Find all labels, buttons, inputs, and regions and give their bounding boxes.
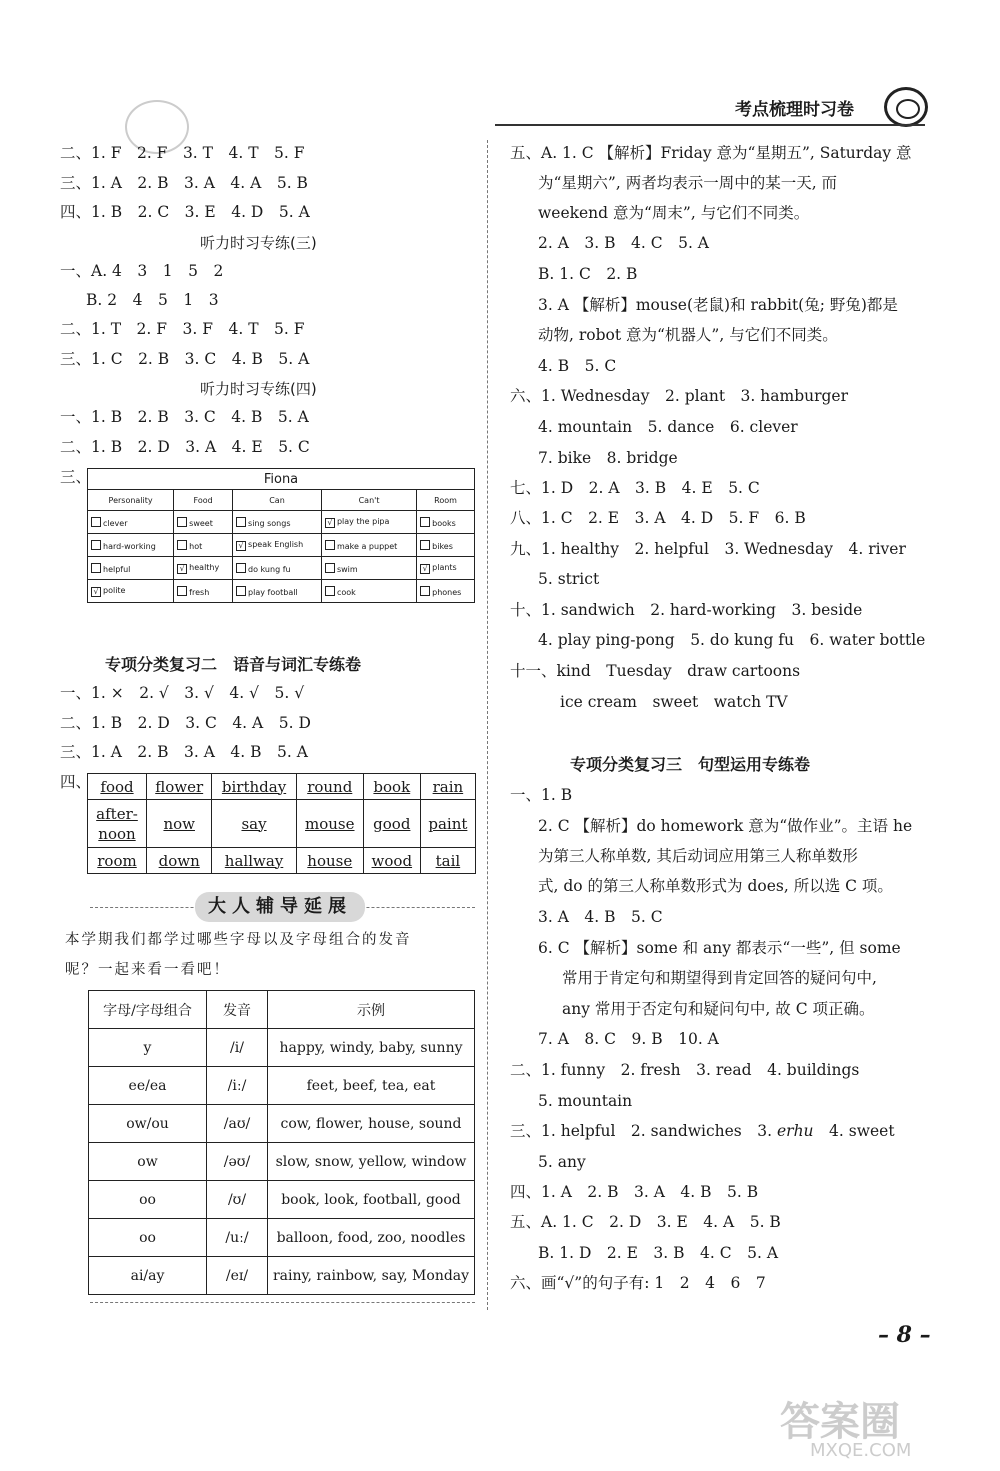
word-cell: room [88,848,147,874]
answer-line: B. 1. C 2. B [538,265,638,283]
answer-line: 一、1. B 2. B 3. C 4. B 5. A [60,408,309,426]
word-cell: after-noon [88,800,147,848]
phonics-cell: oo [89,1181,207,1219]
phonics-cell: oo [89,1219,207,1257]
checkbox [420,540,430,550]
answer-line: 7. A 8. C 9. B 10. A [538,1030,719,1048]
fiona-header: Food [174,490,233,511]
phonics-cell: ai/ay [89,1257,207,1295]
answer-line: ice cream sweet watch TV [560,693,788,711]
answer-line: 二、1. B 2. D 3. C 4. A 5. D [60,714,311,732]
answer-line: 五、A. 1. C 【解析】Friday 意为“星期五”, Saturday 意 [510,144,912,162]
phonics-cell: rainy, rainbow, say, Monday [268,1257,475,1295]
answer-line: 二、1. F 2. F 3. T 4. T 5. F [60,144,305,162]
checkbox: √ [325,518,335,528]
header-rule [495,124,925,126]
word-cell: down [147,848,212,874]
fiona-header: Can [233,490,322,511]
answer-line: 二、1. T 2. F 3. F 4. T 5. F [60,320,305,338]
answer-line: 2. A 3. B 4. C 5. A [538,234,709,252]
checkbox [236,517,246,527]
phonics-cell: /əʊ/ [207,1143,268,1181]
answer-line: 为“星期六”, 两者均表示一周中的某一天, 而 [538,174,838,192]
word-cell: wood [363,848,420,874]
answer-line: 八、1. C 2. E 3. A 4. D 5. F 6. B [510,509,806,527]
fiona-cell: books [417,511,475,534]
answer-line: 4. mountain 5. dance 6. clever [538,418,798,436]
word-cell: say [212,800,296,848]
section-title: 专项分类复习二 语音与词汇专练卷 [105,655,362,674]
answer-line: 6. C 【解析】some 和 any 都表示“一些”, 但 some [538,939,901,957]
answer-line: any 常用于否定句和疑问句中, 故 C 项正确。 [562,1000,875,1018]
fiona-cell: sing songs [233,511,322,534]
fiona-cell: fresh [174,580,233,603]
phonics-cell: happy, windy, baby, sunny [268,1029,475,1067]
word-table [87,773,476,874]
word-cell: food [88,774,147,800]
checkbox: √ [420,564,430,574]
word-cell: flower [147,774,212,800]
word-cell: tail [420,848,475,874]
answer-line: 六、1. Wednesday 2. plant 3. hamburger [510,387,849,405]
banner-title: 大人辅导延展 [195,892,365,922]
fiona-cell: √ speak English [233,534,322,557]
fiona-cell: clever [88,511,174,534]
fiona-cell: swim [321,557,416,580]
word-cell: book [363,774,420,800]
fiona-cell: helpful [88,557,174,580]
phonics-cell: /aʊ/ [207,1105,268,1143]
phonics-cell: cow, flower, house, sound [268,1105,475,1143]
answer-line: 三、1. helpful 2. sandwiches 3. erhu 4. sweet [510,1122,895,1140]
answer-line: 动物, robot 意为“机器人”, 与它们不同类。 [538,326,838,344]
fiona-header: Can't [321,490,416,511]
phonics-header: 示例 [268,991,475,1029]
answer-line: 三、 [60,468,92,486]
answer-line: 一、1. × 2. √ 3. √ 4. √ 5. √ [60,684,305,702]
phonics-cell: balloon, food, zoo, noodles [268,1219,475,1257]
answer-line: 常用于肯定句和期望得到肯定回答的疑问句中, [562,969,877,987]
checkbox [177,586,187,596]
answer-line: 3. A 4. B 5. C [538,908,663,926]
fiona-cell: hot [174,534,233,557]
checkbox [325,540,335,550]
checkbox: √ [91,587,101,597]
checkbox [91,517,101,527]
word-cell: birthday [212,774,296,800]
header-title: 考点梳理时习卷 [735,100,854,120]
word-cell: paint [420,800,475,848]
subsection-title: 听力时习专练(四) [200,380,317,398]
word-cell: round [296,774,363,800]
phonics-cell: /uː/ [207,1219,268,1257]
answer-line: 三、1. A 2. B 3. A 4. B 5. A [60,743,308,761]
section-title: 专项分类复习三 句型运用专练卷 [570,755,811,774]
fiona-cell: √ plants [417,557,475,580]
phonics-cell: slow, snow, yellow, window [268,1143,475,1181]
answer-line: 5. strict [538,570,600,588]
subsection-title: 听力时习专练(三) [200,234,317,252]
checkbox [177,517,187,527]
checkbox [91,563,101,573]
answer-line: 4. B 5. C [538,357,617,375]
fiona-cell: play football [233,580,322,603]
fiona-cell: do kung fu [233,557,322,580]
fiona-cell: cook [321,580,416,603]
word-cell: now [147,800,212,848]
phonics-cell: /iː/ [207,1067,268,1105]
intro-text: 呢？一起来看一看吧！ [65,962,230,978]
word-cell: hallway [212,848,296,874]
phonics-cell: /eɪ/ [207,1257,268,1295]
checkbox [177,540,187,550]
answer-line: 5. any [538,1153,586,1171]
answer-line: 七、1. D 2. A 3. B 4. E 5. C [510,479,760,497]
answer-line: 二、1. B 2. D 3. A 4. E 5. C [60,438,310,456]
word-cell: good [363,800,420,848]
phonics-cell: book, look, football, good [268,1181,475,1219]
fiona-cell: √ healthy [174,557,233,580]
checkbox [325,586,335,596]
answer-line: weekend 意为“周末”, 与它们不同类。 [538,204,810,222]
checkbox [420,586,430,596]
answer-line: 九、1. healthy 2. helpful 3. Wednesday 4. river [510,540,906,558]
phonics-cell: ee/ea [89,1067,207,1105]
fiona-cell: bikes [417,534,475,557]
watermark: 答案圈 [780,1399,900,1445]
word-cell: house [296,848,363,874]
fiona-header: Personality [88,490,174,511]
answer-line: B. 2 4 5 1 3 [86,291,219,309]
phonics-cell: ow/ou [89,1105,207,1143]
fiona-title: Fiona [88,469,475,490]
fiona-cell: √ polite [88,580,174,603]
phonics-table [88,990,475,1295]
answer-line: 三、1. C 2. B 3. C 4. B 5. A [60,350,310,368]
phonics-cell: y [89,1029,207,1067]
column-divider [487,140,488,1310]
answer-line: 五、A. 1. C 2. D 3. E 4. A 5. B [510,1213,781,1231]
checkbox: √ [236,541,246,551]
checkbox [420,517,430,527]
fiona-cell: make a puppet [321,534,416,557]
answer-line: 一、A. 4 3 1 5 2 [60,262,224,280]
phonics-cell: /i/ [207,1029,268,1067]
answer-line: 7. bike 8. bridge [538,449,678,467]
checkbox [325,563,335,573]
answer-line: 为第三人称单数, 其后动词应用第三人称单数形 [538,847,858,865]
fiona-header: Room [417,490,475,511]
answer-line: 4. play ping-pong 5. do kung fu 6. water bottle [538,631,926,649]
phonics-cell: /ʊ/ [207,1181,268,1219]
checkbox [236,586,246,596]
fiona-cell: hard-working [88,534,174,557]
fiona-cell: √ play the pipa [321,511,416,534]
intro-text: 本学期我们都学过哪些字母以及字母组合的发音 [65,932,412,948]
answer-line: 3. A 【解析】mouse(老鼠)和 rabbit(兔; 野兔)都是 [538,296,898,314]
bottom-rule [90,1302,475,1303]
answer-line: 六、画“√”的句子有: 1 2 4 6 7 [510,1274,766,1292]
checkbox [236,563,246,573]
answer-line: 四、1. A 2. B 3. A 4. B 5. B [510,1183,759,1201]
answer-line: 2. C 【解析】do homework 意为“做作业”。主语 he [538,817,913,835]
phonics-header: 发音 [207,991,268,1029]
answer-line: 四、1. B 2. C 3. E 4. D 5. A [60,203,310,221]
answer-line: B. 1. D 2. E 3. B 4. C 5. A [538,1244,779,1262]
word-cell: mouse [296,800,363,848]
page-number: – 8 – [878,1322,931,1348]
answer-line: 三、1. A 2. B 3. A 4. A 5. B [60,174,308,192]
fiona-cell: sweet [174,511,233,534]
answer-line: 十、1. sandwich 2. hard-working 3. beside [510,601,863,619]
fiona-cell: phones [417,580,475,603]
word-cell: rain [420,774,475,800]
answer-line: 二、1. funny 2. fresh 3. read 4. buildings [510,1061,860,1079]
checkbox: √ [177,564,187,574]
watermark-url: MXQE.COM [810,1440,912,1461]
answer-line: 5. mountain [538,1092,633,1110]
answer-line: 四、 [60,773,92,791]
phonics-cell: ow [89,1143,207,1181]
answer-line: 十一、kind Tuesday draw cartoons [510,662,801,680]
logo-icon [884,87,928,127]
fiona-table [87,468,475,603]
phonics-cell: feet, beef, tea, eat [268,1067,475,1105]
answer-line: 式, do 的第三人称单数形式为 does, 所以选 C 项。 [538,877,893,895]
phonics-header: 字母/字母组合 [89,991,207,1029]
checkbox [91,540,101,550]
answer-line: 一、1. B [510,786,573,804]
